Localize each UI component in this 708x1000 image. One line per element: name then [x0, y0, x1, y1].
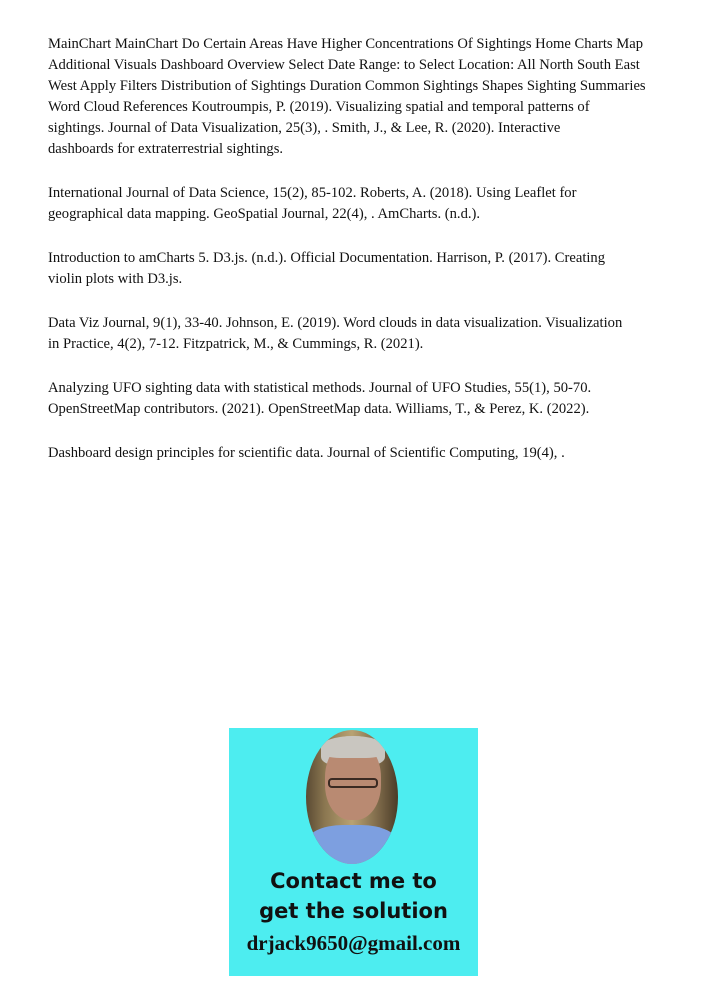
promo-line-1: Contact me to — [270, 869, 437, 893]
text-line: violin plots with D3.js. — [48, 271, 183, 287]
text-line: in Practice, 4(2), 7-12. Fitzpatrick, M., & Cummings, R. (2021). — [48, 336, 424, 352]
text-line: OpenStreetMap contributors. (2021). OpenStreetMap data. Williams, T., & Perez, K. (2022). — [48, 401, 590, 417]
document-body — [48, 34, 688, 487]
paragraph — [48, 378, 688, 420]
text-line: Introduction to amCharts 5. D3.js. (n.d.). Official Documentation. Harrison, P. (2017). Creating — [48, 250, 606, 266]
text-line: Dashboard design principles for scientific data. Journal of Scientific Computing, 19(4), . — [48, 445, 565, 461]
text-line: geographical data mapping. GeoSpatial Journal, 22(4), . AmCharts. (n.d.). — [48, 206, 481, 222]
paragraph — [48, 183, 688, 225]
promo-line-2: get the solution — [259, 899, 448, 923]
text-line: Word Cloud References Koutroumpis, P. (2019). Visualizing spatial and temporal patterns of — [48, 99, 590, 115]
author-photo — [306, 730, 398, 864]
text-line: Data Viz Journal, 9(1), 33-40. Johnson, E. (2019). Word clouds in data visualization. Visualization — [48, 315, 623, 331]
text-line: International Journal of Data Science, 15(2), 85-102. Roberts, A. (2018). Using Leaflet for — [48, 185, 577, 201]
paragraph — [48, 34, 688, 160]
paragraph — [48, 443, 688, 464]
text-line: Analyzing UFO sighting data with statistical methods. Journal of UFO Studies, 55(1), 50-70. — [48, 380, 592, 396]
text-line: sightings. Journal of Data Visualization, 25(3), . Smith, J., & Lee, R. (2020). Interactive — [48, 120, 561, 136]
text-line: MainChart MainChart Do Certain Areas Have Higher Concentrations Of Sightings Home Charts Map — [48, 36, 643, 52]
paragraph — [48, 248, 688, 290]
paragraph — [48, 313, 688, 355]
text-line: dashboards for extraterrestrial sightings. — [48, 141, 284, 157]
contact-email: drjack9650@gmail.com — [246, 931, 461, 955]
contact-promo-banner — [229, 728, 478, 976]
text-line: West Apply Filters Distribution of Sightings Duration Common Sightings Shapes Sighting Summaries — [48, 78, 646, 94]
text-line: Additional Visuals Dashboard Overview Select Date Range: to Select Location: All North South East — [48, 57, 640, 73]
